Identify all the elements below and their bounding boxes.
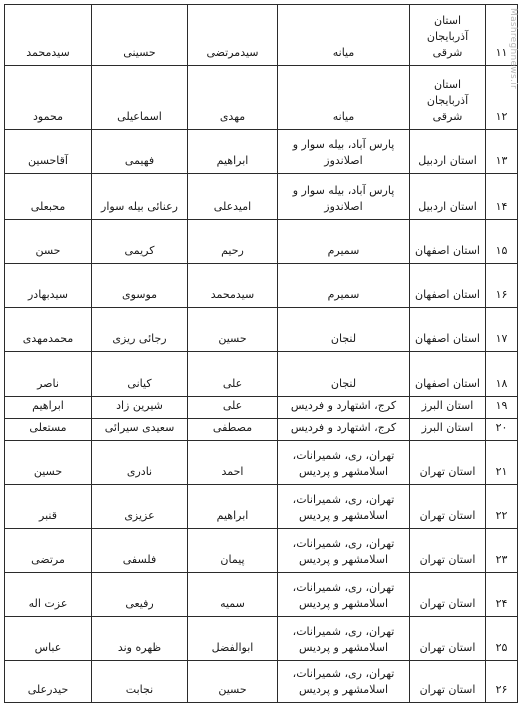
row-number: ۱۸ <box>486 352 518 397</box>
table-row <box>5 220 518 264</box>
last-name-cell: نادری <box>92 440 188 484</box>
row-number: ۱۷ <box>486 308 518 352</box>
father-name-cell: ابوالفضل <box>188 616 278 660</box>
province-cell: استان اصفهان <box>410 308 486 352</box>
city-cell: میانه <box>278 5 410 66</box>
first-name-cell: قنبر <box>5 484 92 528</box>
father-name-cell: حسین <box>188 660 278 702</box>
table-row <box>5 484 518 528</box>
province-cell: استان اصفهان <box>410 352 486 397</box>
last-name-cell: اسماعیلی <box>92 66 188 130</box>
first-name-cell: حسین <box>5 440 92 484</box>
city-cell: تهران، ری، شمیرانات، اسلامشهر و پردیس <box>278 484 410 528</box>
watermark: Mashreghnews.ir <box>508 8 518 89</box>
city-cell: تهران، ری، شمیرانات، اسلامشهر و پردیس <box>278 440 410 484</box>
table-row <box>5 616 518 660</box>
father-name-cell: علی <box>188 352 278 397</box>
last-name-cell: رجائی ریزی <box>92 308 188 352</box>
city-cell: تهران، ری، شمیرانات، اسلامشهر و پردیس <box>278 660 410 702</box>
row-number: ۲۴ <box>486 572 518 616</box>
province-cell: استان اصفهان <box>410 264 486 308</box>
province-cell: استان تهران <box>410 528 486 572</box>
table-row <box>5 528 518 572</box>
row-number: ۱۴ <box>486 174 518 220</box>
row-number: ۱۲ <box>486 66 518 130</box>
father-name-cell: مهدی <box>188 66 278 130</box>
table-row <box>5 418 518 440</box>
table-row <box>5 440 518 484</box>
province-cell: استان تهران <box>410 484 486 528</box>
table-row <box>5 264 518 308</box>
last-name-cell: حسینی <box>92 5 188 66</box>
father-name-cell: سیدمرتضی <box>188 5 278 66</box>
province-cell: استان البرز <box>410 397 486 419</box>
province-cell: استان آذربایجان شرقی <box>410 5 486 66</box>
last-name-cell: فهیمی <box>92 130 188 174</box>
row-number: ۱۵ <box>486 220 518 264</box>
first-name-cell: سیدبهادر <box>5 264 92 308</box>
row-number: ۱۶ <box>486 264 518 308</box>
city-cell: لنجان <box>278 308 410 352</box>
roster-body <box>5 5 518 703</box>
first-name-cell: ناصر <box>5 352 92 397</box>
row-number: ۲۲ <box>486 484 518 528</box>
province-cell: استان البرز <box>410 418 486 440</box>
last-name-cell: موسوی <box>92 264 188 308</box>
table-row <box>5 5 518 66</box>
first-name-cell: عباس <box>5 616 92 660</box>
last-name-cell: ظهره وند <box>92 616 188 660</box>
city-cell: لنجان <box>278 352 410 397</box>
father-name-cell: سمیه <box>188 572 278 616</box>
father-name-cell: سیدمحمد <box>188 264 278 308</box>
city-cell: سمیرم <box>278 220 410 264</box>
row-number: ۱۹ <box>486 397 518 419</box>
roster-table <box>4 4 518 703</box>
table-row <box>5 174 518 220</box>
first-name-cell: محمود <box>5 66 92 130</box>
table-row <box>5 66 518 130</box>
province-cell: استان تهران <box>410 616 486 660</box>
province-cell: استان اردبیل <box>410 130 486 174</box>
city-cell: میانه <box>278 66 410 130</box>
last-name-cell: عزیزی <box>92 484 188 528</box>
city-cell: تهران، ری، شمیرانات، اسلامشهر و پردیس <box>278 616 410 660</box>
last-name-cell: رفیعی <box>92 572 188 616</box>
province-cell: استان تهران <box>410 440 486 484</box>
table-row <box>5 660 518 702</box>
last-name-cell: فلسفی <box>92 528 188 572</box>
table-row <box>5 130 518 174</box>
row-number: ۲۵ <box>486 616 518 660</box>
first-name-cell: محمدمهدی <box>5 308 92 352</box>
city-cell: پارس آباد، بیله سوار و اصلاندوز <box>278 130 410 174</box>
city-cell: پارس آباد، بیله سوار و اصلاندوز <box>278 174 410 220</box>
father-name-cell: پیمان <box>188 528 278 572</box>
first-name-cell: عزت اله <box>5 572 92 616</box>
province-cell: استان آذربایجان شرقی <box>410 66 486 130</box>
row-number: ۲۱ <box>486 440 518 484</box>
last-name-cell: نجابت <box>92 660 188 702</box>
first-name-cell: حسن <box>5 220 92 264</box>
father-name-cell: ابراهیم <box>188 130 278 174</box>
city-cell: تهران، ری، شمیرانات، اسلامشهر و پردیس <box>278 572 410 616</box>
first-name-cell: ابراهیم <box>5 397 92 419</box>
province-cell: استان تهران <box>410 572 486 616</box>
row-number: ۲۶ <box>486 660 518 702</box>
table-row <box>5 352 518 397</box>
city-cell: سمیرم <box>278 264 410 308</box>
father-name-cell: امیدعلی <box>188 174 278 220</box>
last-name-cell: شیرین زاد <box>92 397 188 419</box>
first-name-cell: مستعلی <box>5 418 92 440</box>
father-name-cell: علی <box>188 397 278 419</box>
province-cell: استان تهران <box>410 660 486 702</box>
row-number: ۲۰ <box>486 418 518 440</box>
table-row <box>5 572 518 616</box>
last-name-cell: سعیدی سیرائی <box>92 418 188 440</box>
table-row <box>5 308 518 352</box>
first-name-cell: مرتضی <box>5 528 92 572</box>
province-cell: استان اصفهان <box>410 220 486 264</box>
province-cell: استان اردبیل <box>410 174 486 220</box>
father-name-cell: احمد <box>188 440 278 484</box>
first-name-cell: آقاحسین <box>5 130 92 174</box>
row-number: ۲۳ <box>486 528 518 572</box>
city-cell: تهران، ری، شمیرانات، اسلامشهر و پردیس <box>278 528 410 572</box>
last-name-cell: رعنائی بیله سوار <box>92 174 188 220</box>
city-cell: کرج، اشتهارد و فردیس <box>278 418 410 440</box>
father-name-cell: ابراهیم <box>188 484 278 528</box>
row-number: ۱۳ <box>486 130 518 174</box>
last-name-cell: کیانی <box>92 352 188 397</box>
row-number: ۱۱ <box>486 5 518 66</box>
last-name-cell: کریمی <box>92 220 188 264</box>
father-name-cell: حسین <box>188 308 278 352</box>
first-name-cell: سیدمحمد <box>5 5 92 66</box>
first-name-cell: حیدرعلی <box>5 660 92 702</box>
father-name-cell: مصطفی <box>188 418 278 440</box>
first-name-cell: محبعلی <box>5 174 92 220</box>
city-cell: کرج، اشتهارد و فردیس <box>278 397 410 419</box>
table-row <box>5 397 518 419</box>
father-name-cell: رحیم <box>188 220 278 264</box>
